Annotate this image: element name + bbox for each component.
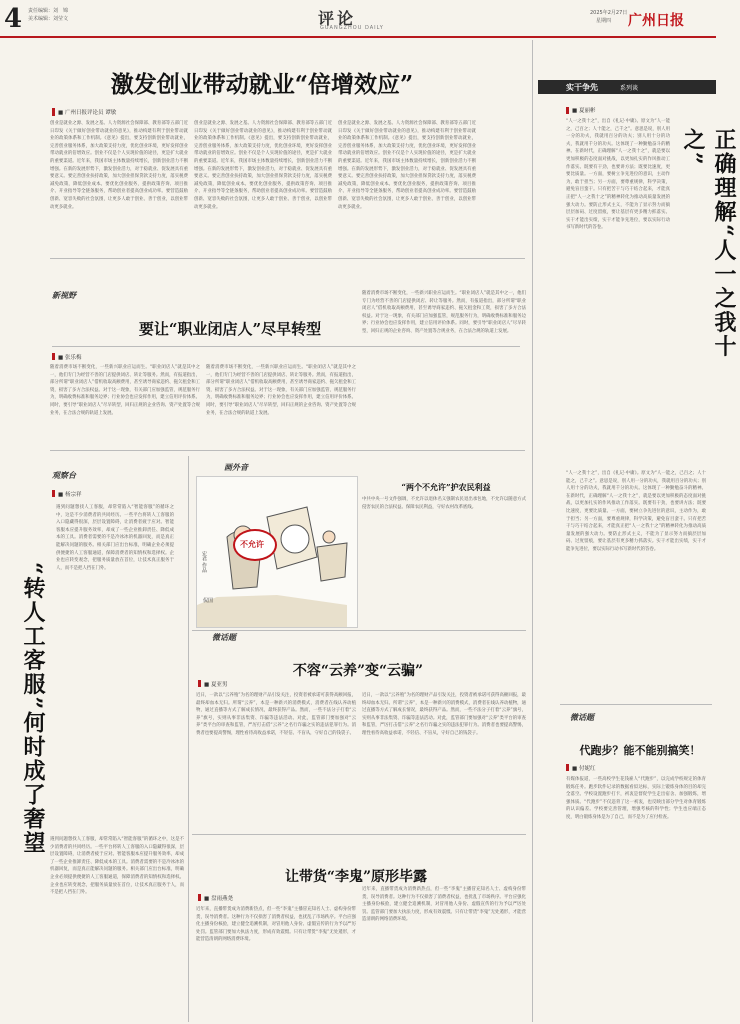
zhengyuti2-byline: ■ 盘雨燕尧 xyxy=(204,896,233,902)
zhengyuti3-body: 有媒体报道，一些高校学生花钱雇人“代跑步”，以完成学校规定的体育锻炼任务。跑步软件记录的数据看似达标，实际上锻炼身体的目的却完全落空。学校设置跑步打卡，初衷是督促学生走出宿舍、加强锻炼，增强体质。“代跑步”不仅违背了这一初衷，也反映出部分学生对体育锻炼的认识偏差。学校要完善管理，增强考核的科学性；学生也应端正态度，明白锻炼身体是为了自己，而不是为了应付检查。 xyxy=(566,777,706,820)
zhengyuti3-byline: ■ 付妮红 xyxy=(572,766,596,772)
guanchatai-title: “转人工客服”何时成了奢望 xyxy=(20,562,46,856)
xinrejian-byline: ■ 张乐梅 xyxy=(58,355,82,361)
guanchatai-marker xyxy=(52,490,55,497)
column-divider xyxy=(532,40,533,1022)
guanchatai-byline: ■ 杨宗祥 xyxy=(58,492,82,498)
comic-column: 画外音 xyxy=(224,463,248,472)
zhengyuti2-marker xyxy=(198,894,201,901)
comic-author: 侃国 xyxy=(203,598,214,604)
divider xyxy=(50,258,525,259)
article1-marker xyxy=(52,108,55,116)
zhengyuti1-byline: ■ 夏亚男 xyxy=(204,682,228,688)
xinrejian-marker xyxy=(52,353,55,360)
article1-col2: 创业是就业之源、发展之基。人力资源社会保障部、教育部等五部门近日印发《关于做好创业带动就业的意见》，推动构建有利于创业带动就业的政策体系和工作机制。《意见》提出，要支持创新创业带动就业，完善创业服务体系，加大政策支持力度，优化创业环境，更好发挥创业带动就业的倍增效应。创业不仅是个人实现价值的途径，更是扩大就业的重要渠道。近年来，我国市场主体数量持续增长，创新创业活力不断增强。在新的发展形势下，激发创业活力，对于稳就业、促发展具有重要意义。要完善创业扶持政策，加大创业担保贷款支持力度，落实税费减免政策，降低创业成本。要优化创业服务，提供政策咨询、项目推介、开业指导等全链条服务，帮助创业者提高创业成功率。要营造鼓励创新、宽容失败的社会氛围，让更多人敢于创业、善于创业，以创业带动更多就业。 xyxy=(194,121,332,210)
divider xyxy=(560,704,712,705)
right-article-body-upper: “人一之我十之”，出自《礼记·中庸》。原文为“人一能之，己百之；人十能之，己千之”。意思是说，别人用一分的功夫，我就用百分的功夫；别人用十分的功夫，我就用千分的功夫。这体现了一种勤勉奋斗的精神。在新时代，正确理解“人一之我十之”，就是要以更加积极的态度面对挑战，以更加扎实的作风推动工作落实。既要有干劲，也要讲方法；既要比速度，更要比质量。一方面，要树立争先进位的意识，主动作为，敢于担当；另一方面，要尊重规律，科学决策，避免盲目蛮干。只有把苦干与巧干结合起来，才能真正把“人一之我十之”的精神转化为推动高质量发展的强大动力。要防止形式主义，不能为了显示努力而搞层层加码、过度留痕，要让基层有更多精力抓落实。实干才能出实绩，实干才能争先进位，要以实际行动书写新时代的答卷。 xyxy=(566,119,670,231)
right-article-body-lower: “人一之我十之”，出自《礼记·中庸》。原文为“人一能之，己百之；人十能之，己千之”。意思是说，别人用一分的功夫，我就用百分的功夫；别人用十分的功夫，我就用千分的功夫。这体现了一种勤勉奋斗的精神。在新时代，正确理解“人一之我十之”，就是要以更加积极的态度面对挑战，以更加扎实的作风推动工作落实。既要有干劲，也要讲方法；既要比速度，更要比质量。一方面，要树立争先进位的意识，主动作为，敢于担当；另一方面，要尊重规律，科学决策，避免盲目蛮干。只有把苦干与巧干结合起来，才能真正把“人一之我十之”的精神转化为推动高质量发展的强大动力。要防止形式主义，不能为了显示努力而搞层层加码、过度留痕，要让基层有更多精力抓落实。实干才能出实绩，实干才能争先进位，要以实际行动书写新时代的答卷。 xyxy=(566,471,706,552)
comic-illustration xyxy=(196,476,358,628)
zhengyuti3-marker xyxy=(566,764,569,771)
column-divider xyxy=(188,456,189,1022)
issue-date: 2025年2月27日 xyxy=(590,10,628,16)
xinrejian-column: 新视野 xyxy=(52,291,76,300)
divider xyxy=(192,834,526,835)
article1-title: 激发创业带动就业“倍增效应” xyxy=(110,71,414,98)
comic-sign-text: 不允许 xyxy=(240,540,264,549)
comic-drawing xyxy=(197,477,357,627)
xinrejian-col3: 随着消费市场不断变化，一些新兴职业应运而生。“职业闭店人”就是其中之一，他们专门为经营不善的门店提供闭店、转让等服务。然而，有报道指出，部分所谓“职业闭店人”借机收取高额费用，甚至诱导商家违约、拖欠租金和工资，损害了多方合法权益。对于这一现象，有关部门应加强监管，规范服务行为，明确收费标准和服务边界；行业协会也应发挥作用，建立信用评价体系。同时，要引导“职业闭店人”尽早转型，回归正规的企业咨询、资产处置等合规业务，在合法合规的轨道上发展。 xyxy=(362,291,526,334)
right-article-byline: ■ 夏丽彬 xyxy=(572,108,596,114)
series-banner xyxy=(538,80,716,94)
zhengyuti1-col1: 近日，一款以“云养殖”为名的理财产品引发关注，投资者被承诺可获得高额回报，最终却血本无归。所谓“云养”，本是一种新兴的消费模式，消费者在线认养动植物，通过直播等方式了解成长情况，最终获得产品。然而，一些不法分子打着“云养”旗号，实则从事非法集资、诈骗等违法活动。对此，监管部门要加强对“云养”类平台的审查和监管，严厉打击借“云养”之名行诈骗之实的违法犯罪行为。消费者也要提高警惕，理性看待高收益承诺，不轻信、不盲从，守好自己的钱袋子。 xyxy=(196,693,356,736)
zhengyuti2-col2: 近年来，直播带货成为消费新热点，但一些“李鬼”主播冒充知名人士、虚构身份带货，误导消费者。这种行为不仅损害了消费者权益，也扰乱了市场秩序。平台应强化主播身份核验，建立健全追溯机制，对冒用他人身份、虚假宣传的行为予以严厉处罚。监管部门要加大执法力度，形成有效震慑。只有让带货“李鬼”无处遁形，才能营造清朗的网络消费环境。 xyxy=(362,887,526,923)
comic-caption-body: 中共中央一号文件强调，不允许以退休名义强制农民退出承包地，不允许以随意方式侵害农民的合法权益。保障农民利益，守好农村改革底线。 xyxy=(362,497,526,510)
masthead-rule xyxy=(0,36,716,38)
editor-credit: 责任编辑：刘 锦 xyxy=(28,8,69,14)
zhengyuti2-col1: 近年来，直播带货成为消费新热点，但一些“李鬼”主播冒充知名人士、虚构身份带货，误导消费者。这种行为不仅损害了消费者权益，也扰乱了市场秩序。平台应强化主播身份核验，建立健全追溯机制，对冒用他人身份、虚假宣传的行为予以严厉处罚。监管部门要加大执法力度，形成有效震慑。只有让带货“李鬼”无处遁形，才能营造清朗的网络消费环境。 xyxy=(196,907,356,943)
article1-col1: 创业是就业之源、发展之基。人力资源社会保障部、教育部等五部门近日印发《关于做好创业带动就业的意见》，推动构建有利于创业带动就业的政策体系和工作机制。《意见》提出，要支持创新创业带动就业，完善创业服务体系，加大政策支持力度，优化创业环境，更好发挥创业带动就业的倍增效应。创业不仅是个人实现价值的途径，更是扩大就业的重要渠道。近年来，我国市场主体数量持续增长，创新创业活力不断增强。在新的发展形势下，激发创业活力，对于稳就业、促发展具有重要意义。要完善创业扶持政策，加大创业担保贷款支持力度，落实税费减免政策，降低创业成本。要优化创业服务，提供政策咨询、项目推介、开业指导等全链条服务，帮助创业者提高创业成功率。要营造鼓励创新、宽容失败的社会氛围，让更多人敢于创业、善于创业，以创业带动更多就业。 xyxy=(50,121,188,210)
xinrejian-col1: 随着消费市场不断变化，一些新兴职业应运而生。“职业闭店人”就是其中之一，他们专门为经营不善的门店提供闭店、转让等服务。然而，有报道指出，部分所谓“职业闭店人”借机收取高额费用，甚至诱导商家违约、拖欠租金和工资，损害了多方合法权益。对于这一现象，有关部门应加强监管，规范服务行为，明确收费标准和服务边界；行业协会也应发挥作用，建立信用评价体系。同时，要引导“职业闭店人”尽早转型，回归正规的企业咨询、资产处置等合规业务，在合法合规的轨道上发展。 xyxy=(50,365,200,416)
series-label: 实干争先 xyxy=(566,83,598,92)
comic-caption-title: “两个不允许”护农民利益 xyxy=(401,482,491,492)
page-number: 4 xyxy=(4,4,23,34)
newspaper-logo: 广州日报 xyxy=(628,13,684,29)
article1-byline: ■ 广州日报评论员 谭敏 xyxy=(58,110,117,116)
zhengyuti1-marker xyxy=(198,680,201,687)
section-pinyin: GUANGZHOU DAILY xyxy=(320,25,384,31)
zhengyuti1-col2: 近日，一款以“云养殖”为名的理财产品引发关注，投资者被承诺可获得高额回报，最终却血本无归。所谓“云养”，本是一种新兴的消费模式，消费者在线认养动植物，通过直播等方式了解成长情况，最终获得产品。然而，一些不法分子打着“云养”旗号，实则从事非法集资、诈骗等违法活动。对此，监管部门要加强对“云养”类平台的审查和监管，严厉打击借“云养”之名行诈骗之实的违法犯罪行为。消费者也要提高警惕，理性看待高收益承诺，不轻信、不盲从，守好自己的钱袋子。 xyxy=(362,693,526,736)
zhengyuti2-title: 让带货“李鬼”原形毕露 xyxy=(284,869,428,885)
guanchatai-col-upper: 遇到问题想找人工客服，却常常陷入“智能客服”的循环之中，这是不少消费者的共同经历。一些平台将转人工客服的入口隐藏得很深，层层设置障碍，让消费者疲于应对。智能客服本应提升服务效率，却成了一些企业推卸责任、降低成本的工具。消费者需要的不是冷冰冰的机器回复，而是真正能解决问题的服务。相关部门应出台标准，明确企业必须提供便捷的人工客服通道，保障消费者的知情权和选择权。企业也应转变观念，把服务质量放在首位，让技术真正服务于人，而不是把人挡在门外。 xyxy=(56,505,174,571)
guanchatai-column: 观察台 xyxy=(52,471,76,480)
zhengyuti3-column: 微话题 xyxy=(570,713,594,722)
art-editor-credit: 美术编辑：刘莹文 xyxy=(28,16,69,22)
xinrejian-col2: 随着消费市场不断变化，一些新兴职业应运而生。“职业闭店人”就是其中之一，他们专门为经营不善的门店提供闭店、转让等服务。然而，有报道指出，部分所谓“职业闭店人”借机收取高额费用，甚至诱导商家违约、拖欠租金和工资，损害了多方合法权益。对于这一现象，有关部门应加强监管，规范服务行为，明确收费标准和服务边界；行业协会也应发挥作用，建立信用评价体系。同时，要引导“职业闭店人”尽早转型，回归正规的企业咨询、资产处置等合规业务，在合法合规的轨道上发展。 xyxy=(206,365,356,416)
zhengyuti3-title: 代跑步？能不能别搞笑！ xyxy=(579,744,701,757)
right-article-marker xyxy=(566,107,569,114)
section-title: 评论 xyxy=(318,9,357,28)
guanchatai-col-lower: 遇到问题想找人工客服，却常常陷入“智能客服”的循环之中，这是不少消费者的共同经历。一些平台将转人工客服的入口隐藏得很深，层层设置障碍，让消费者疲于应对。智能客服本应提升服务效率，却成了一些企业推卸责任、降低成本的工具。消费者需要的不是冷冰冰的机器回复，而是真正能解决问题的服务。相关部门应出台标准，明确企业必须提供便捷的人工客服通道，保障消费者的知情权和选择权。企业也应转变观念，把服务质量放在首位，让技术真正服务于人，而不是把人挡在门外。 xyxy=(50,837,184,896)
comic-credit: 宏君 作品 xyxy=(201,551,207,573)
article1-col3: 创业是就业之源、发展之基。人力资源社会保障部、教育部等五部门近日印发《关于做好创业带动就业的意见》，推动构建有利于创业带动就业的政策体系和工作机制。《意见》提出，要支持创新创业带动就业，完善创业服务体系，加大政策支持力度，优化创业环境，更好发挥创业带动就业的倍增效应。创业不仅是个人实现价值的途径，更是扩大就业的重要渠道。近年来，我国市场主体数量持续增长，创新创业活力不断增强。在新的发展形势下，激发创业活力，对于稳就业、促发展具有重要意义。要完善创业扶持政策，加大创业担保贷款支持力度，落实税费减免政策，降低创业成本。要优化创业服务，提供政策咨询、项目推介、开业指导等全链条服务，帮助创业者提高创业成功率。要营造鼓励创新、宽容失败的社会氛围，让更多人敢于创业、善于创业，以创业带动更多就业。 xyxy=(338,121,476,210)
issue-weekday: 星期四 xyxy=(596,18,612,24)
divider xyxy=(192,630,526,631)
right-article-title: 正确理解“人一之我十之” xyxy=(680,128,737,359)
zhengyuti1-column: 微话题 xyxy=(212,633,236,642)
comic-sign xyxy=(233,529,277,561)
xinrejian-title: 要让“职业闭店人”尽早转型 xyxy=(138,320,322,338)
zhengyuti1-title: 不容“云养”变“云骗” xyxy=(292,663,424,679)
series-sub: 系列谈 xyxy=(620,85,639,92)
divider xyxy=(50,450,525,451)
